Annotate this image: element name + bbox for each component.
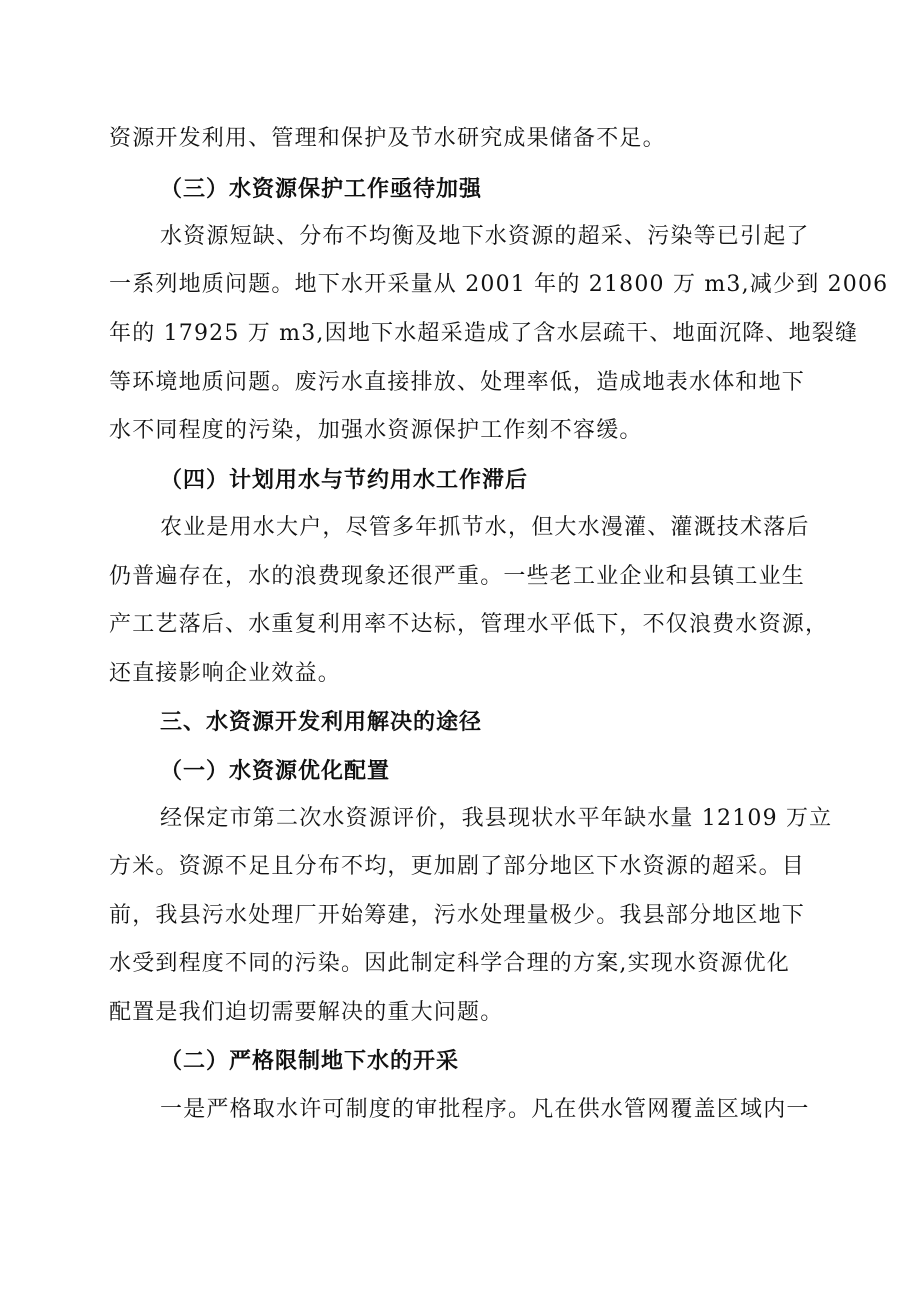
paragraph-line: 水资源短缺、分布不均衡及地下水资源的超采、污染等已引起了 — [160, 224, 810, 249]
paragraph-line: 年的 17925 万 m3,因地下水超采造成了含水层疏干、地面沉降、地裂缝 — [109, 321, 859, 346]
paragraph-line: 还直接影响企业效益。 — [109, 661, 342, 686]
paragraph-line: 水不同程度的污染，加强水资源保护工作刻不容缓。 — [109, 418, 643, 443]
paragraph-line: 前，我县污水处理厂开始筹建，污水处理量极少。我县部分地区地下 — [109, 903, 806, 928]
paragraph-line: 配置是我们迫切需要解决的重大问题。 — [109, 1000, 504, 1025]
paragraph-line: 一是严格取水许可制度的审批程序。凡在供水管网覆盖区域内一 — [160, 1097, 810, 1122]
paragraph-line: 水受到程度不同的污染。因此制定科学合理的方案,实现水资源优化 — [109, 951, 790, 976]
paragraph-line: 经保定市第二次水资源评价，我县现状水平年缺水量 12109 万立 — [160, 806, 833, 831]
paragraph-line: 产工艺落后、水重复利用率不达标，管理水平低下，不仅浪费水资源， — [109, 612, 829, 637]
paragraph-line: 等环境地质问题。废污水直接排放、处理率低，造成地表水体和地下 — [109, 370, 806, 395]
paragraph-line: 方米。资源不足且分布不均，更加剧了部分地区下水资源的超采。目 — [109, 854, 806, 879]
paragraph-line: 资源开发利用、管理和保护及节水研究成果储备不足。 — [109, 126, 666, 151]
section-heading: （二）严格限制地下水的开采 — [160, 1048, 460, 1074]
section-heading: （一）水资源优化配置 — [160, 758, 391, 784]
chapter-heading: 三、水资源开发利用解决的途径 — [160, 709, 483, 735]
paragraph-line: 一系列地质问题。地下水开采量从 2001 年的 21800 万 m3,减少到 2006 — [109, 272, 889, 297]
section-heading: （四）计划用水与节约用水工作滞后 — [160, 467, 529, 493]
section-heading: （三）水资源保护工作亟待加强 — [160, 176, 483, 202]
paragraph-line: 仍普遍存在，水的浪费现象还很严重。一些老工业企业和县镇工业生 — [109, 564, 806, 589]
paragraph-line: 农业是用水大户，尽管多年抓节水，但大水漫灌、灌溉技术落后 — [160, 515, 810, 540]
